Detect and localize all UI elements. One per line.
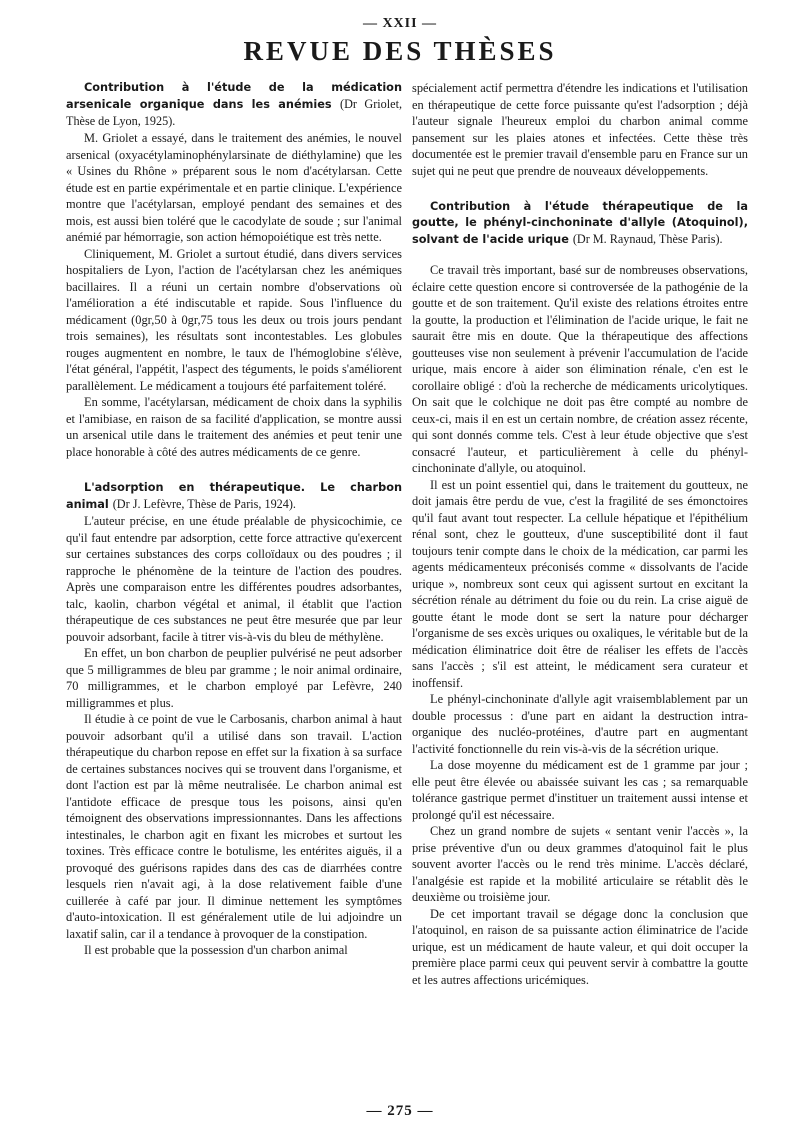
paragraph: Chez un grand nombre de sujets « sentant venir l'accès », la prise préventive d'un ou deux grammes d'atoquinol fait le plus souvent avorter l'accès ou le rend très minime. L'accès déclaré, l'analgésie est rapide et la mobilité articulaire se rétablit dès le deuxième ou troisième jour. [412,824,748,904]
left-column [66,80,402,959]
article-heading-adsorption [66,480,402,513]
page-number: — 275 — [366,1103,434,1119]
paragraph: De cet important travail se dégage donc la conclusion que l'atoquinol, en raison de sa puissante action éliminatrice de l'acide urique, est un médicament de haute valeur, et qui doit occuper la première place parmi ceux qui peuvent servir à combattre la goutte et les autres affections uricémiques. [412,906,748,987]
heading-text: Contribution à l'étude thérapeutique de la goutte, le phényl-cinchoninate d'allyle (Atoquinol), solvant de l'acide urique [412,200,748,246]
roman-page-number: — XXII — [362,16,438,31]
heading-citation: (Dr M. Raynaud, Thèse Paris). [572,232,723,246]
paragraph: La dose moyenne du médicament est de 1 gramme par jour ; elle peut être élevée ou abaissée suivant les cas ; sa remarquable tolérance gastrique permet d'instituer un traitement aussi intense et prolongé qu'il est nécessaire. [412,758,748,822]
heading-citation: (Dr Griolet, Thèse de Lyon, 1925). [66,97,402,128]
page-title: REVUE DES THÈSES [243,36,557,66]
continuation-paragraph: spécialement actif permettra d'étendre les indications et l'utilisation en thérapeutique de cette force puissante qu'est l'adsorption ; déjà l'auteur signale l'heureux emploi du charbon animal comme pansement sur les plaies atones et infectées. Cette thèse très documentée est le premier travail d'ensemble paru en France sur un sujet qui ne peut que prendre de nouveaux développements. [412,81,748,178]
paragraph: En somme, l'acétylarsan, médicament de choix dans la syphilis et l'amibiase, en raison de sa facilité d'application, se montre aussi un arsenical utile dans le traitement des anémies et peut tenir une place honorable à côté des autres médicaments de ce genre. [66,395,402,459]
paragraph: L'auteur précise, en une étude préalable de physicochimie, ce qu'il faut entendre par adsorption, cette force attractive qu'exercent sur certaines substances des corps colloïdaux ou des poudres ; il rapproche le phénomène de la teinture de l'action des poudres. Après une comparaison entre les différentes poudres adsorbantes, talc, kaolin, charbon végétal et animal, il établit que l'action thérapeutique de ces substances ne peut être mesurée que par leur pouvoir adsorbant, facile à titrer vis-à-vis du bleu de méthylène. [66,514,402,644]
article-heading-goutte [412,199,748,248]
heading-citation: (Dr J. Lefèvre, Thèse de Paris, 1924). [112,497,296,511]
paragraph: Ce travail très important, basé sur de nombreuses observations, éclaire cette question encore si controversée de la pathogénie de la goutte et de son traitement. Qu'il existe des relations étroites entre la goutte, la production et l'élimination de l'acide urique, le fait ne saurait être mis en doute. Que la thérapeutique des affections goutteuses vise non seulement à prévenir l'accumulation de l'acide urique, mais encore à aider son élimination rénale, c'en est le corollaire obligé : d'où la recherche de médicaments uricolytiques. On sait que le colchique ne doit pas être compté au nombre de ceux-ci, mais il en est un certain nombre, de création assez récente, qui sont donnés comme tels. C'est à leur étude objective que s'est consacré l'auteur, et particulièrement à celle du phényl-cinchoninate d'allyle, ou atoquinol. [412,263,748,475]
paragraph: Il est un point essentiel qui, dans le traitement du goutteux, ne doit jamais être perdu de vue, c'est la fragilité de ses émonctoires qu'il faut avant tout respecter. La cellule hépatique et l'épithélium rénal sont, chez le goutteux, d'une susceptibilité dont il faut toujours tenir compte dans le choix de la médication, car parmi les agents médicamenteux préconisés comme « dissolvants de l'acide urique », nombreux sont ceux qui agissent surtout en excitant la sécrétion rénale au détriment du foie ou du rein. La crise aiguë de goutte étant le mode dont se sert la nature pour décharger l'organisme de ses excès uriques ou oxaliques, le véritable but de la médication éliminatrice doit être de réaliser les effets de l'accès sans l'accès ; s'il est atteint, le médicament sera curateur et inoffensif. [412,477,748,690]
paragraph: Il est probable que la possession d'un charbon animal [84,943,348,957]
right-column [412,80,748,988]
paragraph: Le phényl-cinchoninate d'allyle agit vraisemblablement par un double processus : d'une part en aidant la destruction intra-organique des nucléo-protéines, d'autre part en augmentant l'activité fonctionnelle du rein vis-à-vis de la sécrétion urique. [412,692,748,756]
heading-text: L'adsorption en thérapeutique. Le charbon animal [66,481,402,511]
article-heading-arsenicale [66,80,402,130]
paragraph: En effet, un bon charbon de peuplier pulvérisé ne peut adsorber que 5 milligrammes de bleu par gramme ; le noir animal ordinaire, 70 milligrammes, et le charbon employé par Lefèvre, 240 milligrammes et plus. [66,646,402,710]
paragraph: Il étudie à ce point de vue le Carbosanis, charbon animal à haut pouvoir adsorbant qu'il a utilisé dans son travail. L'action thérapeutique du charbon repose en effet sur la fixation à sa surface de certaines substances nocives qui se trouvent dans l'organisme, et dont l'action est par là même neutralisée. Le charbon animal est l'antidote efficace de presque tous les poisons, ainsi qu'en témoignent des observations impressionnantes. Dans les affections intestinales, le charbon agit en fixant les microbes et surtout les toxines. Très efficace contre le botulisme, les entérites aiguës, il a provoqué des guérisons rapides dans des cas de diarrhées contre lesquels rien n'avait agi, à la dose relativement faible d'une cuillerée à café par jour. Il diminue nettement les symptômes d'auto-intoxication. Il est généralement utile de lui adjoindre un laxatif salin, car il a tendance à provoquer de la constipation. [66,712,402,941]
heading-text: Contribution à l'étude de la médication arsenicale organique dans les anémies [66,81,402,111]
paragraph: M. Griolet a essayé, dans le traitement des anémies, le nouvel arsenical (oxyacétylaminophénylarsinate de diéthylamine) que les « Usines du Rhône » préparent sous le nom d'acétylarsan. Cette étude est en partie expérimentale et en partie clinique. L'expérience montre que l'acétylarsan, employé pendant des semaines et des mois, est aussi bien toléré que le cacodylate de soude ; sur l'animal anémié par hémorragie, son action hémopoiétique est très nette. [66,131,402,244]
paragraph: Cliniquement, M. Griolet a surtout étudié, dans divers services hospitaliers de Lyon, l'action de l'acétylarsan chez les anémiques bacillaires. Il a réuni un certain nombre d'observations où l'amélioration a été indiscutable et rapide. Sous l'influence du médicament (0gr,50 à 0gr,75 tous les deux ou trois jours pendant trois semaines), les résultats sont incontestables. Les globules rouges augmentent en nombre, le taux de l'hémoglobine s'élève, l'état général, l'appétit, l'aspect des téguments, le poids s'améliorent parallèlement. Le médicament a toujours été parfaitement toléré. [66,246,402,393]
